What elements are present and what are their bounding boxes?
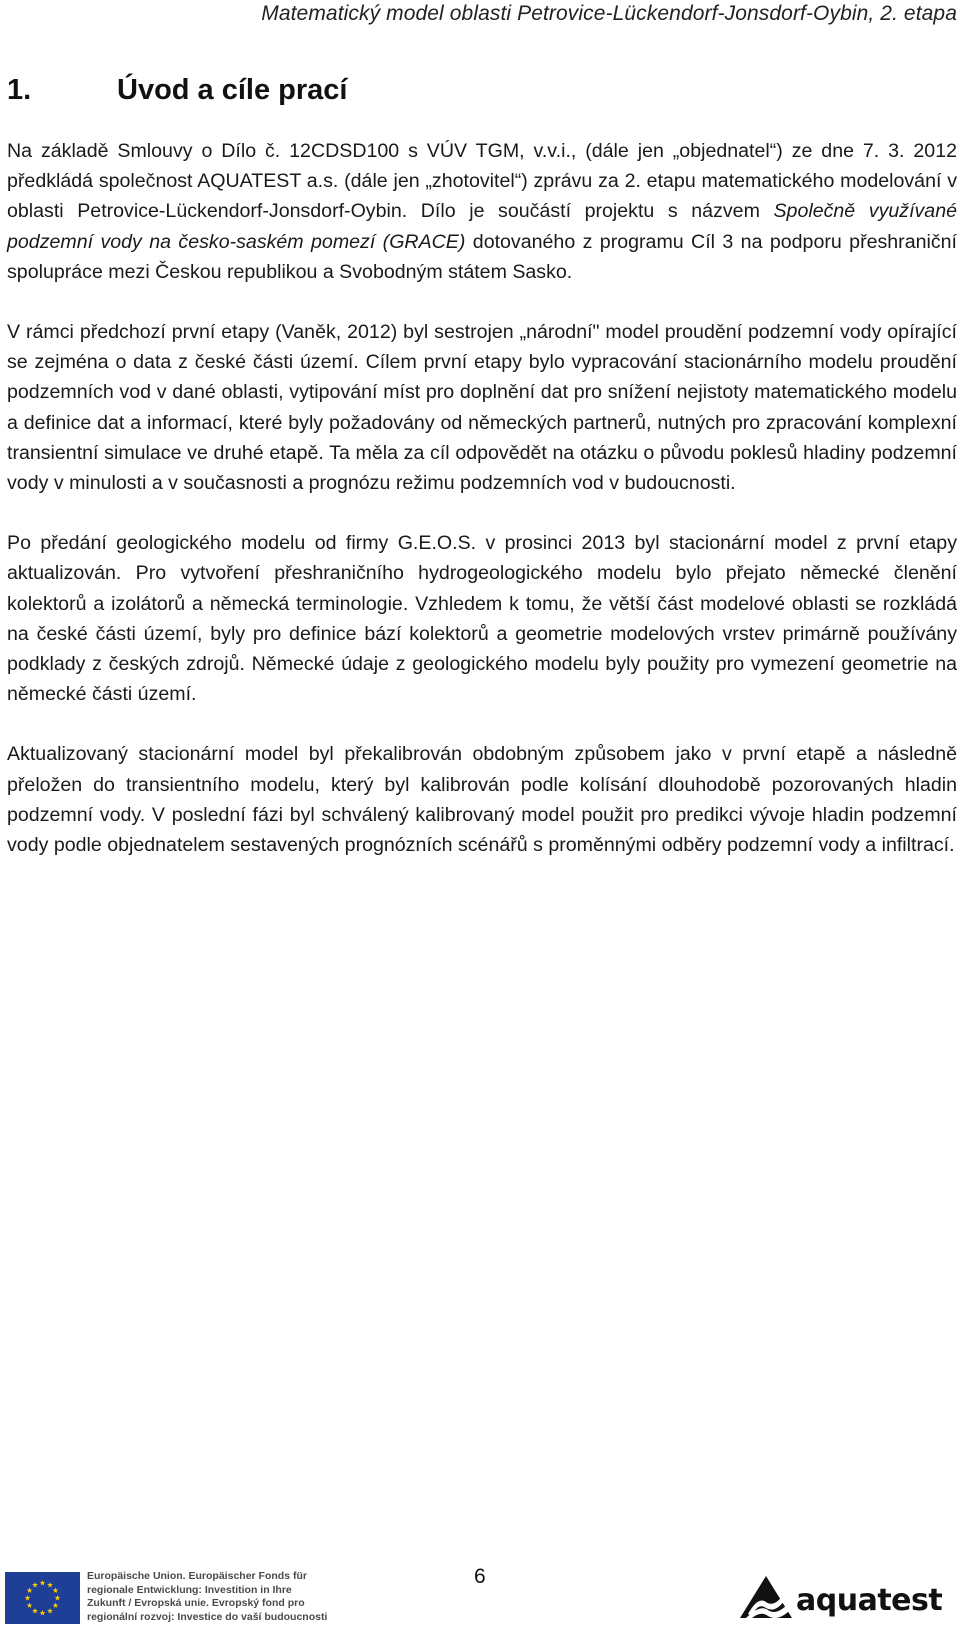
- paragraph-2: V rámci předchozí první etapy (Vaněk, 2012) byl sestrojen „národní" model proudění podzemní vody opírající se zejména o data z české části území. Cílem první etapy bylo vypracování stacionárního modelu proudění podzemních vod v dané oblasti, vytipování míst pro doplnění dat pro snížení nejistoty matematického modelu a definice dat a informací, které byly požadovány od německých partnerů, nutných pro zpracování komplexní transientní simulace ve druhé etapě. Ta měla za cíl odpovědět na otázku o původu poklesů hladiny podzemní vody v minulosti a v současnosti a prognózu režimu podzemních vod v budoucnosti.: [7, 321, 957, 495]
- eu-caption-line: regionale Entwicklung: Investition in Ihre: [87, 1583, 292, 1596]
- section-number: 1.: [7, 74, 32, 106]
- paragraph-1-text-b: dotovaného z programu Cíl 3 na podporu přeshraniční spolupráce mezi Českou republikou a Svobodným státem Sasko.: [7, 230, 957, 283]
- section-heading: [7, 74, 348, 107]
- eu-flag-icon: [5, 1572, 80, 1624]
- eu-funding-caption: [87, 1570, 327, 1624]
- paragraph-1-text-a: Na základě Smlouvy o Dílo č. 12CDSD100 s VÚV TGM, v.v.i., (dále jen „objednatel“) ze dne 7. 3. 2012 předkládá společnost AQUATEST a.s. (dále jen „zhotovitel“) zprávu za 2. etapu matematického modelování v oblasti Petrovice-Lückendorf-Jonsdorf-Oybin. Dílo je součástí projektu s názvem: [7, 140, 957, 223]
- page-number: 6: [474, 1565, 486, 1588]
- aquatest-logo-text: aquatest: [796, 1583, 943, 1618]
- paragraph-1: [7, 136, 957, 287]
- paragraph-4: Aktualizovaný stacionární model byl překalibrován obdobným způsobem jako v první etapě a následně přeložen do transientního modelu, který byl kalibrován podle kolísání dlouhodobě pozorovaných hladin podzemní vody. V poslední fázi byl schválený kalibrovaný model použit pro predikci vývoje hladin podzemní vody podle objednatelem sestavených prognózních scénářů s proměnnými odběry podzemní vody a infiltrací.: [7, 743, 957, 857]
- paragraph-3: Po předání geologického modelu od firmy G.E.O.S. v prosinci 2013 byl stacionární model z první etapy aktualizován. Pro vytvoření přeshraničního hydrogeologického modelu bylo přejato německé členění kolektorů a izolátorů a německá terminologie. Vzhledem k tomu, že větší část modelové oblasti se rozkládá na české části území, byly pro definice bází kolektorů a geometrie modelových vrstev primárně používány podklady z českých zdrojů. Německé údaje z geologického modelu byly použity pro vymezení geometrie na německé části území.: [7, 532, 957, 706]
- body-text: [7, 136, 957, 890]
- aquatest-logo: [738, 1574, 958, 1622]
- project-name-italic: Společně využívané podzemní vody na česko-saském pomezí (GRACE): [7, 200, 957, 253]
- section-title: Úvod a cíle prací: [117, 74, 348, 106]
- eu-caption-line: Zukunft / Evropská unie. Evropský fond pro: [87, 1597, 305, 1609]
- running-header: Matematický model oblasti Petrovice-Lückendorf-Jonsdorf-Oybin, 2. etapa: [261, 2, 957, 25]
- eu-caption-line: regionální rozvoj: Investice do vaší budoucnosti: [87, 1610, 328, 1623]
- page-footer: [0, 1560, 960, 1629]
- eu-caption-line: Europäische Union. Europäischer Fonds für: [87, 1570, 307, 1582]
- aquatest-logo-mark-icon: [738, 1574, 794, 1622]
